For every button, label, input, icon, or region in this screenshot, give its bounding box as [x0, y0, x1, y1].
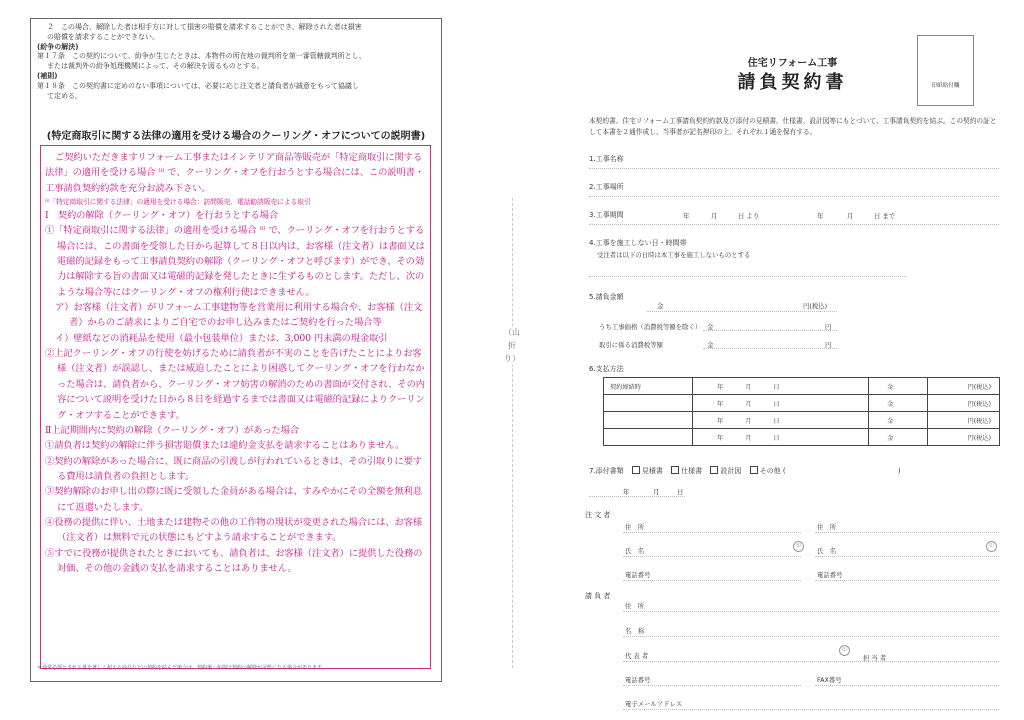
- pay-year-unit: 年: [717, 400, 724, 408]
- form-subtitle: 住宅リフォーム工事: [747, 58, 838, 69]
- cooling-off-text: [45, 150, 427, 576]
- work-period-field[interactable]: [589, 224, 999, 225]
- dispute-heading: (紛争の解決): [37, 42, 79, 51]
- start-year-unit: 年: [683, 212, 690, 220]
- contractor-email-field[interactable]: [623, 709, 999, 710]
- attach-other-label: その他 (: [759, 467, 786, 475]
- payment-timing: [604, 395, 693, 412]
- contractor-address-label: 住 所: [625, 602, 645, 610]
- no-work-times-label: 4.工事を施工しない日・時間帯: [589, 239, 687, 247]
- sign-date-field[interactable]: [589, 496, 685, 497]
- payment-amount[interactable]: [869, 395, 928, 412]
- contractor-address-field[interactable]: [623, 611, 999, 612]
- payment-timing: [604, 429, 693, 446]
- section-2-item-2: ②契約の解除があった場合に、既に商品の引渡しが行われているときは、その引取りに要する費用は請負者の負担とします。: [45, 455, 422, 482]
- pay-day-unit: 日: [773, 434, 780, 442]
- article-18: 第１８条 この契約書に定めのない事項については、必要に応じ注文者と請負者が誠意をもって協議し: [37, 81, 359, 90]
- work-name-label: 1.工事名称: [589, 155, 624, 163]
- orderer2-name-label: 氏 名: [817, 547, 837, 555]
- orderer2-phone-label: 電話番号: [817, 571, 843, 579]
- pay-day-unit: 日: [773, 417, 780, 425]
- payment-yen: 円(税込): [927, 429, 999, 446]
- work-name-field[interactable]: [589, 168, 999, 169]
- orderer2-name-field[interactable]: [815, 556, 999, 557]
- payment-date[interactable]: [693, 412, 869, 429]
- payment-row: [604, 429, 1000, 446]
- payment-date[interactable]: [693, 395, 869, 412]
- sign-month-unit: 月: [653, 488, 660, 496]
- cooling-off-note: ⁽ⁱ⁾「特定商取引に関する法律」の適用を受ける場合：訪問販売、電話勧誘販売による取引: [45, 198, 311, 207]
- construction-price-label: うち工事価格（消費税等額を除く）: [599, 323, 702, 331]
- contractor-rep-label: 代 表 者: [625, 652, 649, 660]
- attach-drawing-label: 設計図: [720, 467, 742, 475]
- section-1-item-2: ②上記クーリング・オフの行使を妨げるために請負者が不実のことを告げたことによりお客様（注文者）が誤認し、または威迫したことにより困惑してクーリング・オフを行わなかった場合は、請負者から、クーリング・オフ妨害の解消のための書面が交付され、その内容について説明を受けた日から８日を経過するまでは書面又は電磁的記録によりクーリング・オフすることができます。: [45, 348, 425, 421]
- attach-estimate-checkbox[interactable]: [632, 466, 640, 474]
- attach-other-close: ): [897, 467, 901, 475]
- orderer1-phone-label: 電話番号: [625, 571, 651, 579]
- payment-first-label: 契約締結時: [604, 378, 693, 395]
- orderer1-name-label: 氏 名: [625, 547, 645, 555]
- attachments-title: 7.添付書類: [589, 467, 624, 475]
- pay-kin: 金: [887, 400, 894, 408]
- attach-estimate-label: 見積書: [641, 467, 663, 475]
- cooling-off-intro: ご契約いただきますリフォーム工事またはインテリア商品等販売が「特定商取引に関する法律」の適用を受ける場合 ⁽ⁱ⁾ で、クーリング・オフを行おうとする場合には、この説明書・工事請負契約約款を充分お読み下さい。: [45, 152, 425, 194]
- construction-price-yen: 円: [825, 323, 832, 331]
- payment-yen: 円(税込): [927, 412, 999, 429]
- amount-yen-tax: 円(税込): [803, 302, 828, 310]
- article-17: 第１７条 この契約について、紛争が生じたときは、本物件の所在地の裁判所を第一審管轄裁判所とし、: [37, 52, 366, 61]
- orderer1-phone-field[interactable]: [623, 580, 801, 581]
- payment-yen: 円(税込): [927, 378, 999, 395]
- orderer1-address-field[interactable]: [623, 532, 801, 533]
- attach-other-checkbox[interactable]: [750, 466, 758, 474]
- tax-amount-label: 取引に係る消費税等額: [599, 341, 663, 349]
- fold-line: [512, 198, 513, 668]
- attachments-label: [589, 466, 901, 476]
- tax-amount-field[interactable]: [703, 348, 837, 349]
- pay-day-unit: 日: [773, 400, 780, 408]
- cooling-off-heading: (特定商取引に関する法律の適用を受ける場合のクーリング・オフについての説明書): [46, 131, 426, 142]
- stamp-box-label: 印紙貼付欄: [931, 83, 960, 89]
- payment-amount[interactable]: [869, 429, 928, 446]
- pay-day-unit: 日: [773, 383, 780, 391]
- fold-label: （山折り）: [504, 328, 520, 363]
- payment-row: [604, 395, 1000, 412]
- contract-amount-label: 5.請負金額: [589, 293, 624, 301]
- pay-year-unit: 年: [717, 383, 724, 391]
- pay-kin: 金: [887, 434, 894, 442]
- orderer1-name-field[interactable]: [623, 556, 801, 557]
- attach-drawing-checkbox[interactable]: [710, 466, 718, 474]
- contract-articles: [37, 23, 435, 101]
- form-intro: 本契約書、住宅リフォーム工事請負契約約款及び添付の見積書、仕様書、設計図等にもとづいて、工事請負契約を結ぶ。この契約の証として本書を２通作成し、当事者が記名押印の上、それぞれ１通を保有する。: [589, 117, 997, 136]
- section-1-item-b: イ）壁紙などの消耗品を使用（最小包装単位）または、3,000 円未満の現金取引: [55, 332, 388, 344]
- attach-spec-checkbox[interactable]: [671, 466, 679, 474]
- work-site-label: 2.工事場所: [589, 183, 624, 191]
- section-2-item-1: ①請負者は契約の解除に伴う損害賠償または違約金支払を請求することはありません。: [45, 440, 405, 452]
- tax-amount-yen: 円: [825, 341, 832, 349]
- start-day-unit: 日 より: [738, 212, 760, 220]
- contractor-rep-field[interactable]: [623, 661, 999, 662]
- section-2-item-5: ⑤すでに役務が提供されたときにおいても、請負者は、お客様（注文者）に提供した役務の対価、その他の金銭の支払を請求することはありません。: [45, 547, 423, 574]
- cooling-off-box: [40, 145, 431, 669]
- payment-method-label: 6.支払方法: [589, 365, 624, 373]
- orderer2-address-field[interactable]: [815, 532, 999, 533]
- pay-month-unit: 月: [745, 417, 752, 425]
- orderer2-address-label: 住 所: [817, 523, 837, 531]
- end-month-unit: 月: [847, 212, 854, 220]
- orderer2-seal-mark: 印: [986, 541, 997, 552]
- contractor-company-field[interactable]: [623, 636, 999, 637]
- end-year-unit: 年: [817, 212, 824, 220]
- sign-day-unit: 日: [677, 488, 684, 496]
- construction-price-field[interactable]: [703, 330, 837, 331]
- orderer1-address-label: 住 所: [625, 523, 645, 531]
- supplement-heading: (補則): [37, 71, 58, 80]
- tax-amount-kin: 金: [707, 341, 714, 349]
- no-work-times-note: 受注者は以下の日時は本工事を施工しないものとする: [597, 251, 751, 259]
- section-1-item-a: ア）お客様（注文者）がリフォーム工事建物等を営業用に利用する場合や、お客様（注文者）からのご請求によりご自宅でのお申し込みまたはご契約を行った場合等: [55, 302, 423, 329]
- payment-date[interactable]: [693, 378, 869, 395]
- sign-year-unit: 年: [623, 488, 630, 496]
- pay-month-unit: 月: [745, 400, 752, 408]
- orderer-label: 注 文 者: [585, 511, 611, 519]
- section-2-item-3: ③契約解除のお申し出の際に既に受領した金員がある場合は、すみやかにその全額を無利息にて返還いたします。: [45, 486, 423, 513]
- contract-form-page: [585, 0, 1000, 720]
- pay-month-unit: 月: [745, 383, 752, 391]
- form-title: 請負契約書: [737, 72, 848, 93]
- work-period-label: 3.工事期間: [589, 211, 624, 219]
- payment-row: [604, 412, 1000, 429]
- payment-table: [603, 377, 1000, 446]
- no-work-times-field[interactable]: [589, 276, 907, 277]
- payment-row: [604, 378, 1000, 395]
- payment-timing: [604, 412, 693, 429]
- section-2-item-4: ④役務の提供に伴い、土地または建物その他の工作物の現状が変更された場合には、お客様（注文者）は無料で元の状態にもどすよう請求することができます。: [45, 516, 423, 544]
- contractor-fax-field[interactable]: [815, 685, 999, 686]
- contractor-phone-field[interactable]: [623, 685, 801, 686]
- pay-year-unit: 年: [717, 417, 724, 425]
- amount-kin: 金: [657, 302, 664, 310]
- payment-yen: 円(税込): [927, 395, 999, 412]
- contractor-phone-label: 電話番号: [625, 676, 651, 684]
- terms-page: [30, 18, 442, 682]
- attach-spec-label: 仕様書: [681, 467, 703, 475]
- pay-kin: 金: [887, 383, 894, 391]
- orderer2-phone-field[interactable]: [815, 580, 999, 581]
- pay-year-unit: 年: [717, 434, 724, 442]
- article-17-cont: または裁判外の紛争処理機関によって、その解決を図るものとする。: [47, 62, 264, 71]
- section-1-heading: Ⅰ 契約の解除（クーリング・オフ）を行おうとする場合: [45, 210, 279, 222]
- pay-month-unit: 月: [745, 434, 752, 442]
- payment-amount[interactable]: [869, 378, 928, 395]
- footnote: ＊通常必要とされる量を著しく超える商品などの契約を結んだ場合は、契約後一年間は契約の解除が可能になる場合があります。: [37, 665, 327, 671]
- work-site-field[interactable]: [589, 196, 999, 197]
- contractor-staff-label: 担 当 者: [863, 654, 887, 662]
- payment-amount[interactable]: [869, 412, 928, 429]
- start-month-unit: 月: [711, 212, 718, 220]
- article-18-cont: て定める。: [47, 91, 82, 100]
- pay-kin: 金: [887, 417, 894, 425]
- section-2-heading: Ⅱ上記期間内に契約の解除（クーリング・オフ）があった場合: [45, 424, 299, 436]
- contractor-company-label: 名 称: [625, 627, 645, 635]
- section-1-item-1: ①「特定商取引に関する法律」の適用を受ける場合 ⁽ⁱ⁾ で、クーリング・オフを行おうとする場合には、この書面を受領した日から起算して８日以内は、お客様（注文者）は書面又は電磁的記録をもって工事請負契約の解除（クーリング・オフと呼びます）ができ、その効力は解除する旨の書面又は電磁的記録を発したときに生ずるものとします。ただし、次のような場合等にはクーリング・オフの権利行使はできません。: [45, 225, 425, 298]
- orderer1-seal-mark: 印: [793, 541, 804, 552]
- contract-amount-field[interactable]: [647, 311, 837, 312]
- contractor-fax-label: FAX番号: [817, 676, 842, 684]
- article-16-paragraph-2-cont: の賠償を請求することができない。: [47, 32, 159, 41]
- payment-date[interactable]: [693, 429, 869, 446]
- contractor-email-label: 電子メールアドレス: [625, 700, 683, 708]
- contractor-label: 請 負 者: [585, 592, 611, 600]
- construction-price-kin: 金: [707, 323, 714, 331]
- end-day-unit: 日 まで: [874, 212, 896, 220]
- article-16-paragraph-2: ２ この場合、解除した者は相手方に対して損害の賠償を請求することができ、解除された者は損害: [47, 23, 362, 31]
- contractor-seal-mark: 印: [839, 645, 850, 656]
